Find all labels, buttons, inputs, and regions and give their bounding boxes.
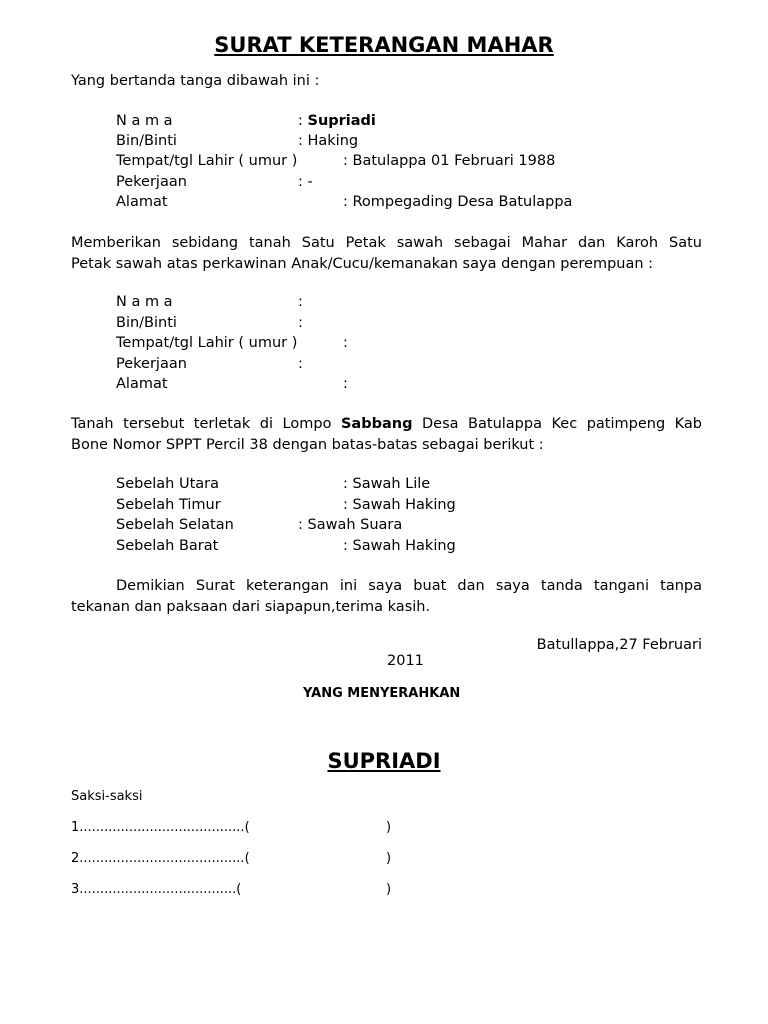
witness-3-line: 3......................................( <box>71 882 242 897</box>
giver-value-nama <box>298 112 376 130</box>
border-label-utara: Sebelah Utara <box>116 476 219 492</box>
land-location-line2: Bone Nomor SPPT Percil 38 dengan batas-batas sebagai berikut : <box>71 436 544 453</box>
giver-label-pekerjaan: Pekerjaan <box>116 174 187 190</box>
document-title: SURAT KETERANGAN MAHAR <box>214 33 554 57</box>
signer-name: SUPRIADI <box>327 749 441 773</box>
land-location-part-a: Tanah tersebut terletak di Lompo <box>71 416 332 432</box>
border-value-selatan: : Sawah Suara <box>298 517 403 533</box>
border-value-utara: : Sawah Lile <box>343 476 431 492</box>
giver-label-ttl: Tempat/tgl Lahir ( umur ) <box>116 153 298 169</box>
closing-paragraph <box>71 576 702 617</box>
giver-nama-value: Supriadi <box>307 113 376 129</box>
land-location-sabbang: Sabbang <box>340 416 413 432</box>
border-value-barat: : Sawah Haking <box>343 538 456 554</box>
mahar-paragraph-line1: Memberikan sebidang tanah Satu Petak sawah sebagai Mahar dan Karoh Satu <box>71 235 702 251</box>
giver-label-nama: N a m a <box>116 113 173 129</box>
year: 2011 <box>387 653 424 669</box>
border-value-timur: : Sawah Haking <box>343 497 456 513</box>
giver-value-pekerjaan: : - <box>298 174 313 190</box>
intro-text: Yang bertanda tanga dibawah ini : <box>71 73 320 89</box>
receiver-value-bin: : <box>298 315 303 331</box>
receiver-value-pekerjaan: : <box>298 356 303 372</box>
receiver-label-pekerjaan: Pekerjaan <box>116 356 187 372</box>
receiver-value-nama: : <box>298 294 303 310</box>
land-location-line1 <box>71 414 702 435</box>
giver-label-alamat: Alamat <box>116 194 168 210</box>
land-location-paragraph <box>71 414 702 455</box>
mahar-paragraph-line2: Petak sawah atas perkawinan Anak/Cucu/kemanakan saya dengan perempuan : <box>71 255 654 272</box>
giver-value-bin: : Haking <box>298 133 359 149</box>
witnesses-label: Saksi-saksi <box>71 789 143 804</box>
receiver-label-alamat: Alamat <box>116 376 168 392</box>
receiver-value-alamat: : <box>343 376 348 392</box>
receiver-label-bin: Bin/Binti <box>116 315 177 331</box>
land-location-part-c: Desa Batulappa Kec patimpeng Kab <box>422 416 703 432</box>
witness-2-close: ) <box>386 851 392 866</box>
giver-value-alamat: : Rompegading Desa Batulappa <box>343 194 573 210</box>
giver-value-ttl: : Batulappa 01 Februari 1988 <box>343 153 556 169</box>
giver-label-bin: Bin/Binti <box>116 133 177 149</box>
closing-line2: tekanan dan paksaan dari siapapun,terima kasih. <box>71 598 431 615</box>
role-label: YANG MENYERAHKAN <box>303 686 461 701</box>
border-label-selatan: Sebelah Selatan <box>116 517 234 533</box>
giver-nama-colon: : <box>298 113 308 129</box>
border-label-barat: Sebelah Barat <box>116 538 219 554</box>
witness-1-close: ) <box>386 820 392 835</box>
mahar-paragraph <box>71 233 702 274</box>
receiver-label-nama: N a m a <box>116 294 173 310</box>
receiver-value-ttl: : <box>343 335 348 351</box>
receiver-label-ttl: Tempat/tgl Lahir ( umur ) <box>116 335 298 351</box>
closing-line1: Demikian Surat keterangan ini saya buat dan saya tanda tangani tanpa <box>116 578 702 594</box>
place-date: Batullappa,27 Februari <box>536 637 702 653</box>
witness-2-line: 2........................................( <box>71 851 250 866</box>
witness-1-line: 1........................................( <box>71 820 250 835</box>
witness-3-close: ) <box>386 882 392 897</box>
border-label-timur: Sebelah Timur <box>116 497 221 513</box>
